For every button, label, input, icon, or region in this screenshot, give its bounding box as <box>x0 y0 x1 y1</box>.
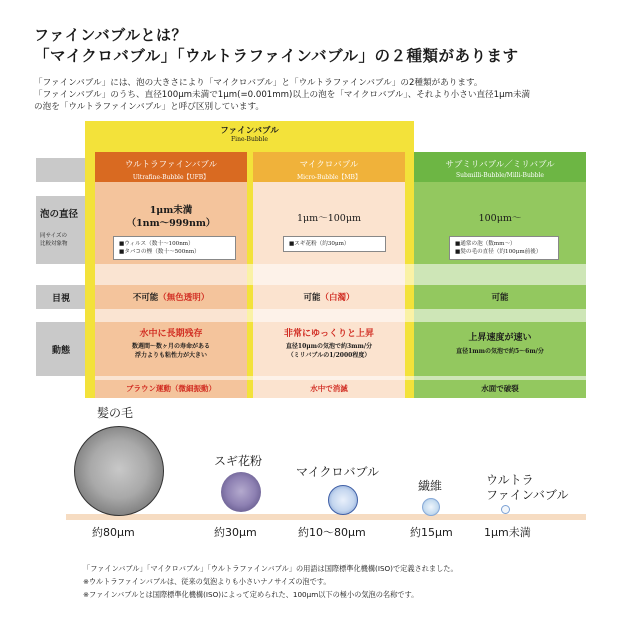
smb-header <box>414 152 586 182</box>
fine-bubble-jp: ファインバブル <box>220 126 279 136</box>
page-title: ファインバブルとは？ <box>34 26 188 44</box>
footnote-2: ※ウルトラファインバブルは、従来の気泡よりも小さいナノサイズの泡です。 <box>83 577 331 586</box>
smb-behavior <box>414 330 586 355</box>
smb-visual: 可能 <box>491 293 509 303</box>
smb-behavior-main: 上昇速度が速い <box>468 333 532 343</box>
fine-bubble-en: Fine-Bubble <box>231 136 268 143</box>
microbubble-size: 約10～80μm <box>298 526 366 539</box>
gap-2 <box>95 309 586 322</box>
mb-behavior-sub1: 直径10μmの気泡で約3mm/分 <box>285 343 373 350</box>
ufb-behavior-sub1: 数週間～数ヶ月の寿命がある <box>131 343 210 350</box>
intro-line-2: 「ファインバブル」のうち、直径100μm未満で1μm(=0.001mm)以上の泡を「マイクロバブル」、それより小さい直径1μm未満 <box>34 90 531 100</box>
mb-visual <box>253 291 405 303</box>
smb-note-1: ■通常の泡（数mm～） <box>455 241 516 247</box>
mb-diameter: 1μm～100μm <box>296 213 362 224</box>
row-label-diameter-sub2: 比較対象物 <box>40 241 68 247</box>
pollen-size: 約30μm <box>214 526 257 539</box>
mb-notes <box>283 236 386 252</box>
mb-header <box>253 152 405 182</box>
ufb-behavior-main: 水中に長期残存 <box>139 329 203 339</box>
row-label-behavior: 動態 <box>51 345 70 356</box>
footnote-1: 「ファインバブル」「マイクロバブル」「ウルトラファインバブル」の用語は国際標準化機構(ISO)で定義されました。 <box>83 564 458 573</box>
gap-1 <box>95 264 586 285</box>
pollen-circle <box>221 472 261 512</box>
fiber-label: 繊維 <box>418 479 443 493</box>
ufb-header-en: Ultrafine-Bubble【UFB】 <box>132 174 210 181</box>
fiber-circle <box>422 498 440 516</box>
ufb-header-jp: ウルトラファインバブル <box>124 160 218 170</box>
ufb-diameter-line2: （1nm～999nm） <box>126 218 216 229</box>
mb-visual-pre: 可能 <box>303 293 321 303</box>
mb-note-1: ■スギ花粉（約30μm） <box>289 241 350 247</box>
ufb-circle <box>501 505 510 514</box>
intro-line-3: の泡を「ウルトラファインバブル」と呼び区別しています。 <box>34 102 264 112</box>
ufb-behavior-sub2: 浮力よりも粘性力が大きい <box>134 352 207 359</box>
mb-header-jp: マイクロバブル <box>299 160 359 170</box>
gap-3 <box>95 376 586 380</box>
ufb-diameter <box>95 204 247 230</box>
smb-note-2: ■髪の毛の直径（約100μm前後） <box>455 249 542 255</box>
hair-circle <box>74 426 164 516</box>
mb-behavior <box>253 326 405 359</box>
ufb-header <box>95 152 247 182</box>
ufb-label-line1: ウルトラ <box>486 473 534 487</box>
row-label-visual: 目視 <box>51 293 70 304</box>
ufb-bottom: ブラウン運動（微細振動） <box>126 384 216 393</box>
ufb-visual <box>95 291 247 303</box>
ufb-diameter-line1: 1μm未満 <box>149 205 193 216</box>
microbubble-circle <box>328 485 358 515</box>
ufb-size: 1μm未満 <box>484 526 531 539</box>
fiber-size: 約15μm <box>410 526 453 539</box>
ufb-note-2: ■タバコの煙（数十～500nm） <box>119 249 200 255</box>
ufb-visual-paren: （無色透明） <box>158 293 210 303</box>
row-label-diameter-main: 泡の直径 <box>40 209 79 220</box>
hair-label: 髪の毛 <box>97 406 134 420</box>
pollen-label: スギ花粉 <box>214 454 263 468</box>
smb-header-jp: サブミリバブル／ミリバブル <box>445 160 555 170</box>
ufb-note-1: ■ウィルス（数十～100nm） <box>119 241 194 247</box>
smb-diameter: 100μm～ <box>478 213 522 224</box>
smb-header-en: Submilli-Bubble/Milli-Bubble <box>456 172 544 179</box>
mb-header-en: Micro-Bubble【MB】 <box>297 174 361 181</box>
mb-visual-paren: （白濁） <box>320 293 355 303</box>
mb-behavior-main: 非常にゆっくりと上昇 <box>284 329 374 339</box>
mb-bottom: 水中で消滅 <box>310 384 348 393</box>
intro-line-1: 「ファインバブル」には、泡の大きさにより「マイクロバブル」と「ウルトラファインバブル」の2種類があります。 <box>34 78 483 88</box>
baseline-bar <box>66 514 586 520</box>
row-label-diameter <box>36 196 90 264</box>
hair-size: 約80μm <box>92 526 135 539</box>
page-subtitle: 「マイクロバブル」「ウルトラファインバブル」の２種類があります <box>34 47 519 65</box>
mb-behavior-sub2: （ミリバブルの1/2000程度） <box>287 352 371 359</box>
fine-bubble-label <box>85 124 414 143</box>
smb-notes <box>449 236 559 260</box>
ufb-behavior <box>95 326 247 359</box>
ufb-visual-pre: 不可能 <box>132 293 159 303</box>
footnote-3: ※ファインバブルとは国際標準化機構(ISO)によって定められた、100μm以下の極小の気泡の名称です。 <box>83 590 419 599</box>
ufb-notes <box>113 236 236 260</box>
row-label-diameter-sub1: 同サイズの <box>40 233 68 239</box>
ufb-label-line2: ファインバブル <box>486 488 569 502</box>
microbubble-label: マイクロバブル <box>296 465 380 479</box>
smb-behavior-sub1: 直径1mmの気泡で約5～6m/分 <box>456 348 544 355</box>
smb-bottom: 水面で破裂 <box>481 384 519 393</box>
